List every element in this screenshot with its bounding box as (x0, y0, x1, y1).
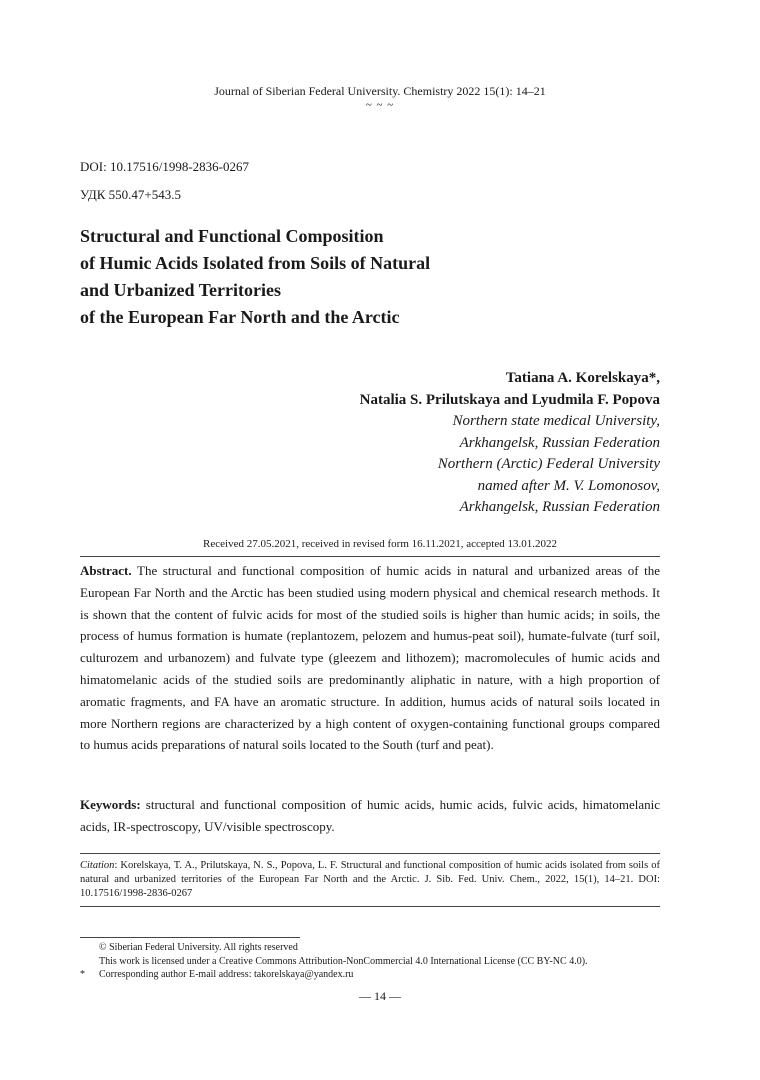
copyright-note: © Siberian Federal University. All rights reserved (99, 942, 298, 953)
page-number: — 14 — (359, 989, 401, 1003)
divider (80, 906, 660, 907)
received-dates: Received 27.05.2021, received in revised form 16.11.2021, accepted 13.01.2022 (203, 538, 557, 550)
affiliation-line: Arkhangelsk, Russian Federation (459, 434, 660, 451)
citation (80, 859, 660, 901)
corresponding-note: Corresponding author E-mail address: takorelskaya@yandex.ru (99, 969, 354, 980)
affiliation-line: named after M. V. Lomonosov, (477, 477, 660, 494)
abstract-label: Abstract. (80, 563, 132, 578)
affiliation-line: Arkhangelsk, Russian Federation (459, 499, 660, 515)
license-note: This work is licensed under a Creative Commons Attribution-NonCommercial 4.0 International License (CC BY-NC 4.0). (99, 955, 588, 967)
title-line: of Humic Acids Isolated from Soils of Natural (80, 253, 431, 273)
header-separator: ~ ~ ~ (365, 99, 395, 111)
title-line: Structural and Functional Composition (80, 226, 384, 246)
divider (80, 853, 660, 854)
affiliation-line: Northern state medical University, (452, 413, 660, 429)
citation-text: : Korelskaya, T. A., Prilutskaya, N. S., Popova, L. F. Structural and functional composition of humic acids isolated from soils of natural and urbanized territories of the European Far North and the Arctic. J. Sib. Fed. Univ. Chem., 2022, 15(1), 14–21. DOI: 10.17516/1998-2836-0267 (80, 860, 660, 899)
abstract-text: The structural and functional composition of humic acids in natural and urbanized areas of the European Far North and the Arctic has been studied using modern physical and chemical research methods. It is shown that the content of fulvic acids for most of the studied soils is higher than humic acids; in soils, the process of humus formation is humate (replantozem, pelozem and humus-peat soil), humate-fulvate (turf soil, culturozem and urbanozem) and fulvate type (gleezem and lithozem); macromolecules of humic acids and himatomelanic acids of the studied soils are predominantly aliphatic in nature, with a high proportion of aromatic fragments, and FA have an aromatic structure. In addition, humus acids of natural soils located in more Northern regions are characterized by a high content of oxygen-containing functional groups compared to humus acids preparations of natural soils located to the South (turf and peat). (80, 563, 660, 753)
author-block (140, 368, 660, 519)
author-line: Natalia S. Prilutskaya and Lyudmila F. Popova (359, 391, 660, 408)
citation-label: Citation (80, 860, 115, 871)
abstract (80, 560, 660, 756)
footnote-divider (80, 937, 300, 938)
journal-header: Journal of Siberian Federal University. Chemistry 2022 15(1): 14–21 (214, 84, 546, 98)
divider (80, 556, 660, 557)
footnote-asterisk: * (80, 969, 85, 980)
keywords-text: structural and functional composition of humic acids, humic acids, fulvic acids, himatomelanic acids, IR-spectroscopy, UV/visible spectroscopy. (80, 797, 661, 834)
article-title (80, 223, 600, 331)
keywords (80, 794, 660, 838)
title-line: of the European Far North and the Arctic (80, 307, 400, 327)
author-line: Tatiana A. Korelskaya*, (505, 370, 660, 386)
udk-line: УДК 550.47+543.5 (80, 187, 182, 202)
keywords-label: Keywords: (80, 797, 141, 812)
doi-line: DOI: 10.17516/1998-2836-0267 (80, 159, 249, 174)
title-line: and Urbanized Territories (80, 280, 281, 300)
affiliation-line: Northern (Arctic) Federal University (437, 456, 660, 472)
footnotes (80, 941, 680, 982)
